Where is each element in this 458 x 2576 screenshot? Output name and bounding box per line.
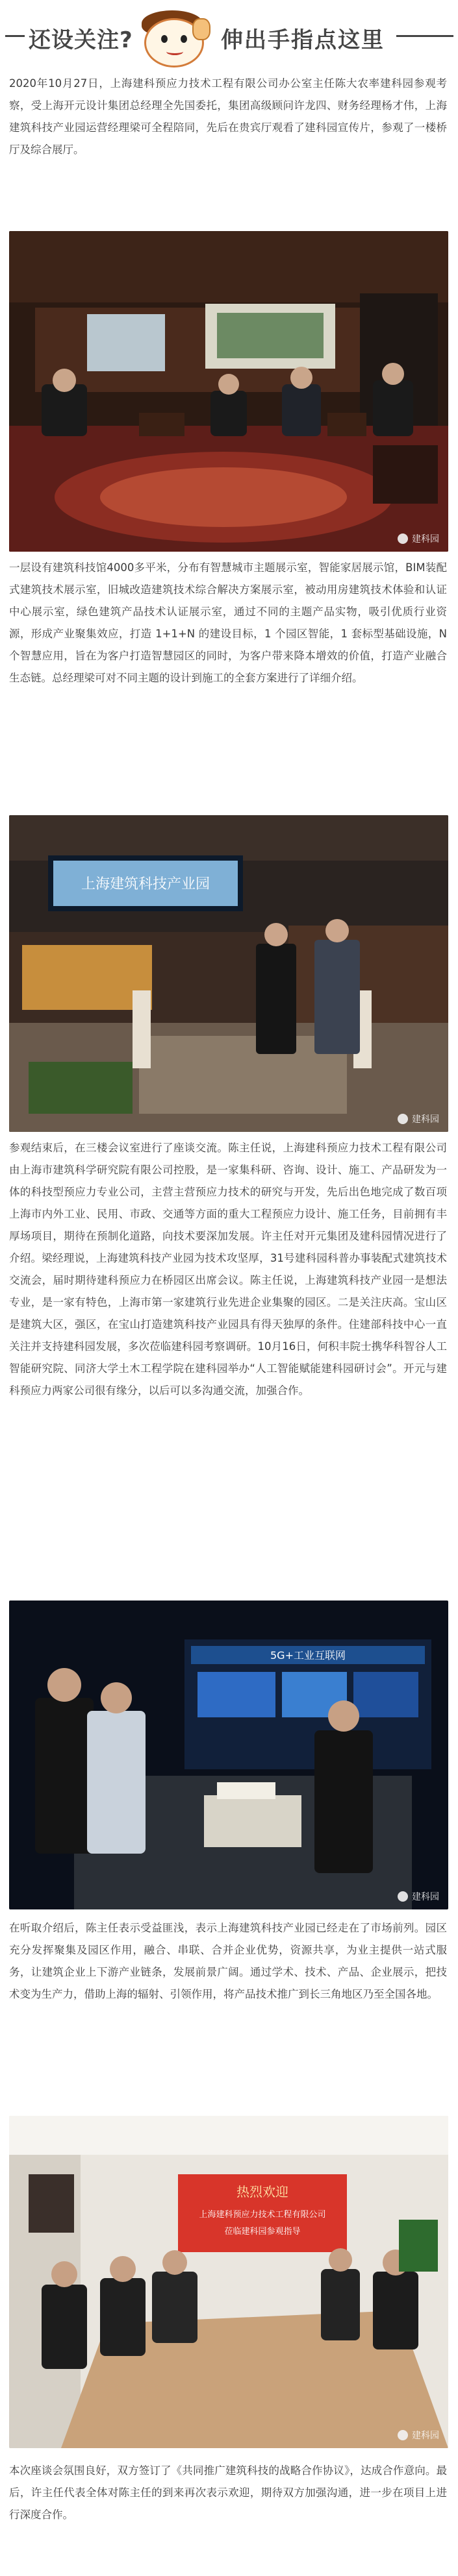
watermark bbox=[398, 532, 439, 545]
conference-room-image bbox=[9, 2116, 448, 2448]
smart-exhibit-image bbox=[9, 1601, 448, 1909]
paragraph-feedback bbox=[9, 1917, 447, 2006]
screen-welcome-line3: 莅临建科园参观指导 bbox=[224, 2227, 301, 2237]
watermark-text: 建科园 bbox=[412, 534, 439, 545]
paragraph-discussion bbox=[9, 1137, 447, 1402]
paragraph-text: 2020年10月27日，上海建科预应力技术工程有限公司办公室主任陈大农率建科园参观考察，受上海开元设计集团总经理全先国委托，集团高级顾问许龙四、财务经理杨才伟，上海建筑科技产业园运营经理梁可全程陪同，先后在贵宾厅观看了建科园宣传片，参观了一楼桥厅及综合展厅。 bbox=[9, 77, 447, 156]
photo-conference-room bbox=[9, 2116, 448, 2448]
meeting-lobby-image bbox=[9, 231, 448, 552]
follow-banner[interactable] bbox=[0, 0, 458, 71]
watermark bbox=[398, 1112, 439, 1125]
photo-meeting-lobby bbox=[9, 231, 448, 552]
mascot-icon bbox=[135, 6, 213, 69]
screen-welcome-line1: 热烈欢迎 bbox=[236, 2184, 288, 2200]
watermark-text: 建科园 bbox=[412, 2431, 439, 2441]
watermark-text: 建科园 bbox=[412, 1114, 439, 1125]
watermark bbox=[398, 1890, 439, 1903]
paragraph-conclusion bbox=[9, 2460, 447, 2526]
banner-dash-left bbox=[5, 35, 25, 37]
paragraph-text: 一层设有建筑科技馆4000多平米，分布有智慧城市主题展示室，智能家居展示馆，BIM装配式建筑技术展示室，旧城改造建筑技术综合解决方案展示室，被动用房建筑技术体验和认证中心展示室，绿色建筑产品技术认证展示室，通过不同的主题产品实物，吸引优质行业资源，形成产业聚集效应，打造 1+1+N 的建设目标，1 个园区智能，1 套标型基础设施，N 个智慧应用，旨在为客户打造智慧园区的同时，为客户带来降本增效的价值，打造产业融合生态链。总经理梁可对不同主题的设计到施工的全套方案进行了详细介绍。 bbox=[9, 561, 447, 684]
paragraph-text: 本次座谈会氛围良好，双方签订了《共同推广建筑科技的战略合作协议》，达成合作意向。最后，许主任代表全体对陈主任的到来再次表示欢迎，期待双方加强沟通，进一步在项目上进行深度合作。 bbox=[9, 2464, 447, 2521]
watermark-text: 建科园 bbox=[412, 1892, 439, 1902]
banner-right-text: 伸出手指点这里 bbox=[221, 27, 385, 53]
paragraph-exhibition bbox=[9, 557, 447, 689]
watermark bbox=[398, 2429, 439, 2442]
banner-left-text: 还设关注? bbox=[29, 27, 133, 53]
photo-smart-exhibit bbox=[9, 1601, 448, 1909]
paragraph-intro bbox=[9, 73, 447, 161]
exhibit-screen-text: 5G+工业互联网 bbox=[270, 1649, 346, 1662]
entrance-sign-text: 上海建筑科技产业园 bbox=[81, 876, 210, 892]
exhibition-entrance-image bbox=[9, 815, 448, 1132]
paragraph-text: 在听取介绍后，陈主任表示受益匪浅，表示上海建筑科技产业园已经走在了市场前列。园区充分发挥聚集及园区作用，融合、串联、合并企业优势，资源共享，为业主提供一站式服务，让建筑企业上下游产业链条，发展前景广阔。通过学术、技术、产品、企业展示，把技术变为生产力，借助上海的辐射、引领作用，将产品技术推广到长三角地区乃至全国各地。 bbox=[9, 1922, 447, 2000]
screen-welcome-line2: 上海建科预应力技术工程有限公司 bbox=[199, 2210, 326, 2220]
photo-exhibition-entrance bbox=[9, 815, 448, 1132]
banner-dash-right bbox=[396, 35, 453, 37]
paragraph-text: 参观结束后，在三楼会议室进行了座谈交流。陈主任说，上海建科预应力技术工程有限公司由上海市建筑科学研究院有限公司控股，是一家集科研、咨询、设计、施工、产品研发为一体的科技型预应力专业公司，主营主营预应力技术的研究与开发，先后出色地完成了数百项上海市内外工业、民用、市政、交通等方面的重大工程预应力设计、施工任务，目前拥有丰厚场项目，期待在预制化道路，向技术要深加发展。许主任对开元集团及建科园情况进行了介绍。梁经理说，上海建筑科技产业园为技术攻坚厚，31号建科园科普办事装配式建筑技术交流会，届时期待建科预应力在桥园区出席会议。陈主任说，上海建筑科技产业园一是想法专业，是一家有特色，上海市第一家建筑行业先进企业集聚的园区。二是关注庆高。宝山区是建筑大区，强区，在宝山打造建筑科技产业园具有得天独厚的条件。住建部科技中心一直关注并支持建科园发展，多次莅临建科园考察调研。10月16日，何积丰院士携华科智谷人工智能研究院、同济大学土木工程学院在建科园举办“人工智能赋能建科园研讨会”。开元与建科预应力两家公司很有缘分，以后可以多沟通交流，加强合作。 bbox=[9, 1142, 447, 1397]
